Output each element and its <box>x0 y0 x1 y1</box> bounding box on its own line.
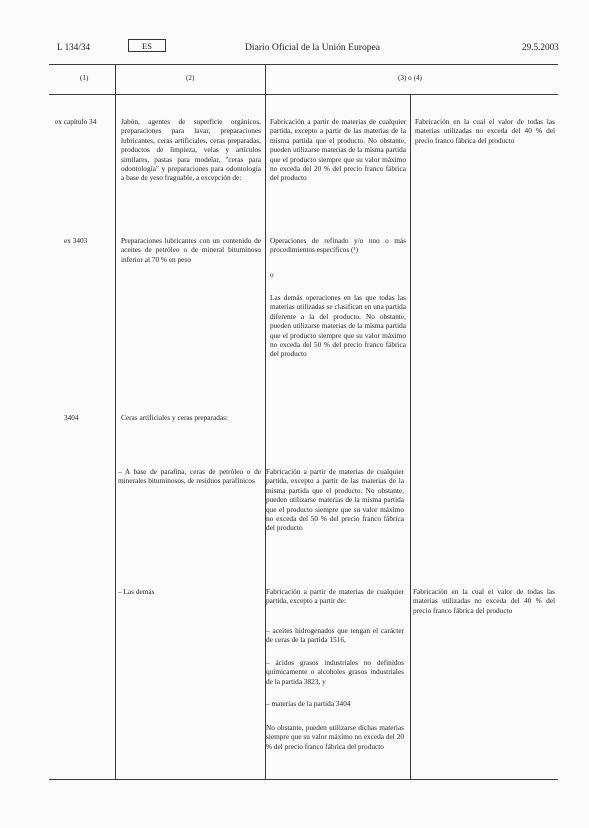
row-col3-outro-3404-other: No obstante, pueden utilizarse dichas materias siempre que su valor máximo no exceda del 20 % del precio franco fábrica del producto <box>266 723 404 751</box>
header-bottom-rule <box>49 94 558 95</box>
table-bottom-rule <box>49 779 558 780</box>
row-col4-ex-34: Fabricación en la cual el valor de todas las materias utilizadas no exceda del 40 % del precio franco fábrica del producto <box>415 117 555 145</box>
row-col3-item2-3404-other: – ácidos grasos industriales no definidos químicamente o alcoholes grasos industriales de la partida 3823, y <box>266 658 404 686</box>
column-header-2: (2) <box>186 74 195 82</box>
journal-title: Diario Oficial de la Unión Europea <box>245 42 381 53</box>
column-divider-1 <box>115 64 116 779</box>
column-header-1: (1) <box>80 74 89 82</box>
row-description-3404-paraffin: – A base de parafina, ceras de petróleo o de minerales bituminosos, de residuos parafínicos <box>118 467 261 486</box>
row-col3-item1-3404-other: – aceites hidrogenados que tengan el carácter de ceras de la partida 1516, <box>266 626 404 645</box>
row-col4-3404-other: Fabricación en la cual el valor de todas las materias utilizadas no exceda del 40 % del precio franco fábrica del producto <box>413 587 555 615</box>
table-top-rule <box>49 64 558 65</box>
row-code-3404: 3404 <box>64 413 79 422</box>
language-code-box: ES <box>128 39 166 52</box>
row-code-ex-34: ex capítulo 34 <box>55 117 97 126</box>
journal-reference: L 134/34 <box>57 42 91 52</box>
row-col3-3404-paraffin: Fabricación a partir de materias de cualquier partida, excepto a partir de las materias de la misma partida que el producto. No obstante, pueden utilizarse materias de la misma partida que el producto siempre que su valor máximo no exceda del 50 % del precio franco fábrica del producto <box>266 467 404 533</box>
row-col3a-ex-3403: Operaciones de refinado y/o uno o más procedimientos específicos (¹) <box>270 236 406 255</box>
row-col3-item3-3404-other: – materias de la partida 3404 <box>266 699 351 708</box>
row-col3-ex-34: Fabricación a partir de materias de cualquier partida, excepto a partir de las materias de la misma partida que el producto. No obstante, pueden utilizarse materias de la misma partida que el producto siempre que su valor máximo no exceda del 20 % del precio franco fábrica del producto <box>270 117 406 183</box>
row-col3-intro-3404-other: Fabricación a partir de materias de cualquier partida, excepto a partir de: <box>266 587 404 606</box>
publication-date: 29.5.2003 <box>522 42 559 52</box>
row-description-ex-3403: Preparaciones lubricantes con un contenido de aceites de petróleo o de mineral bituminoso inferior al 70 % en peso <box>121 236 261 264</box>
row-col3b-ex-3403: Las demás operaciones en las que todas las materias utilizadas se clasifican en una partida diferente a la del producto. No obstante, pueden utilizarse materias de la misma partida que el producto siempre que su valor máximo no exceda del 50 % del precio franco fábrica del producto <box>270 293 406 359</box>
column-header-3-4: (3) o (4) <box>398 74 422 82</box>
column-divider-3 <box>410 94 411 779</box>
row-col3-or-ex-3403: o <box>270 270 274 279</box>
row-code-ex-3403: ex 3403 <box>64 236 88 245</box>
row-description-ex-34: Jabón, agentes de superficie orgánicos, preparaciones para lavar, preparaciones lubricantes, ceras artificiales, ceras preparadas, productos de limpieza, velas y artículos similares, pastas para modelar, "ceras para odontología" y preparaciones para odontología a base de yeso fraguable, a excepción de: <box>121 117 261 183</box>
row-description-3404-other: – Las demás <box>118 587 155 596</box>
row-description-3404: Ceras artificiales y ceras preparadas: <box>121 413 228 422</box>
